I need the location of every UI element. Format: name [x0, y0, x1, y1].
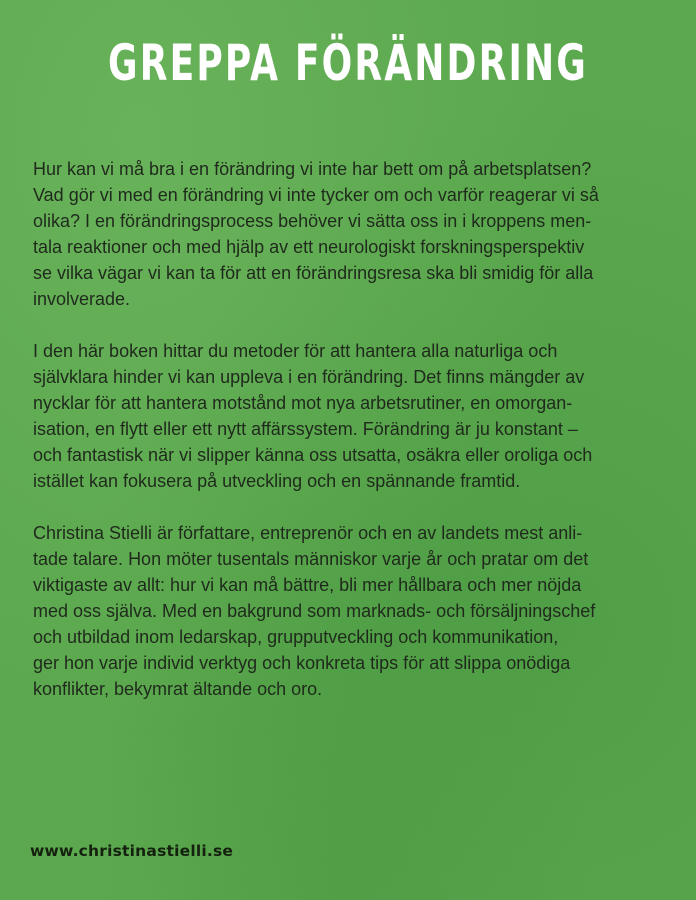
- author-website: www.christinastielli.se: [30, 842, 234, 860]
- blurb-paragraph-author: Christina Stielli är författare, entreprenör och en av landets mest anli- tade talare. Hon möter tusentals människor varje år och pratar om det viktigaste av allt: hur vi kan må bättre, bli mer hållbara och mer nöjda med oss själva. Med en bakgrund som marknads- och försäljningschef och utbildad inom ledarskap, grupputveckling och kommunikation, ger hon varje individ verktyg och konkreta tips för att slippa onödiga konflikter, bekymrat ältande och oro.: [33, 523, 596, 699]
- blurb-paragraph-methods: I den här boken hittar du metoder för att hantera alla naturliga och självklara hinder vi kan uppleva i en förändring. Det finns mängder av nycklar för att hantera motstånd mot nya arbetsrutiner, en omorgan- isation, en flytt eller ett nytt affärssystem. Förändring är ju konstant – och fantastisk när vi slipper känna oss utsatta, osäkra eller oroliga och istället kan fokusera på utveckling och en spännande framtid.: [33, 341, 593, 491]
- book-title: GREPPA FÖRÄNDRING: [107, 34, 589, 92]
- blurb: [33, 156, 663, 702]
- blurb-paragraph-intro: Hur kan vi må bra i en förändring vi inte har bett om på arbetsplatsen? Vad gör vi med en förändring vi inte tycker om och varför reagerar vi så olika? I en förändringsprocess behöver vi sätta oss in i kroppens men- tala reaktioner och med hjälp av ett neurologiskt forskningsperspektiv se vilka vägar vi kan ta för att en förändringsresa ska bli smidig för alla involverade.: [33, 159, 599, 309]
